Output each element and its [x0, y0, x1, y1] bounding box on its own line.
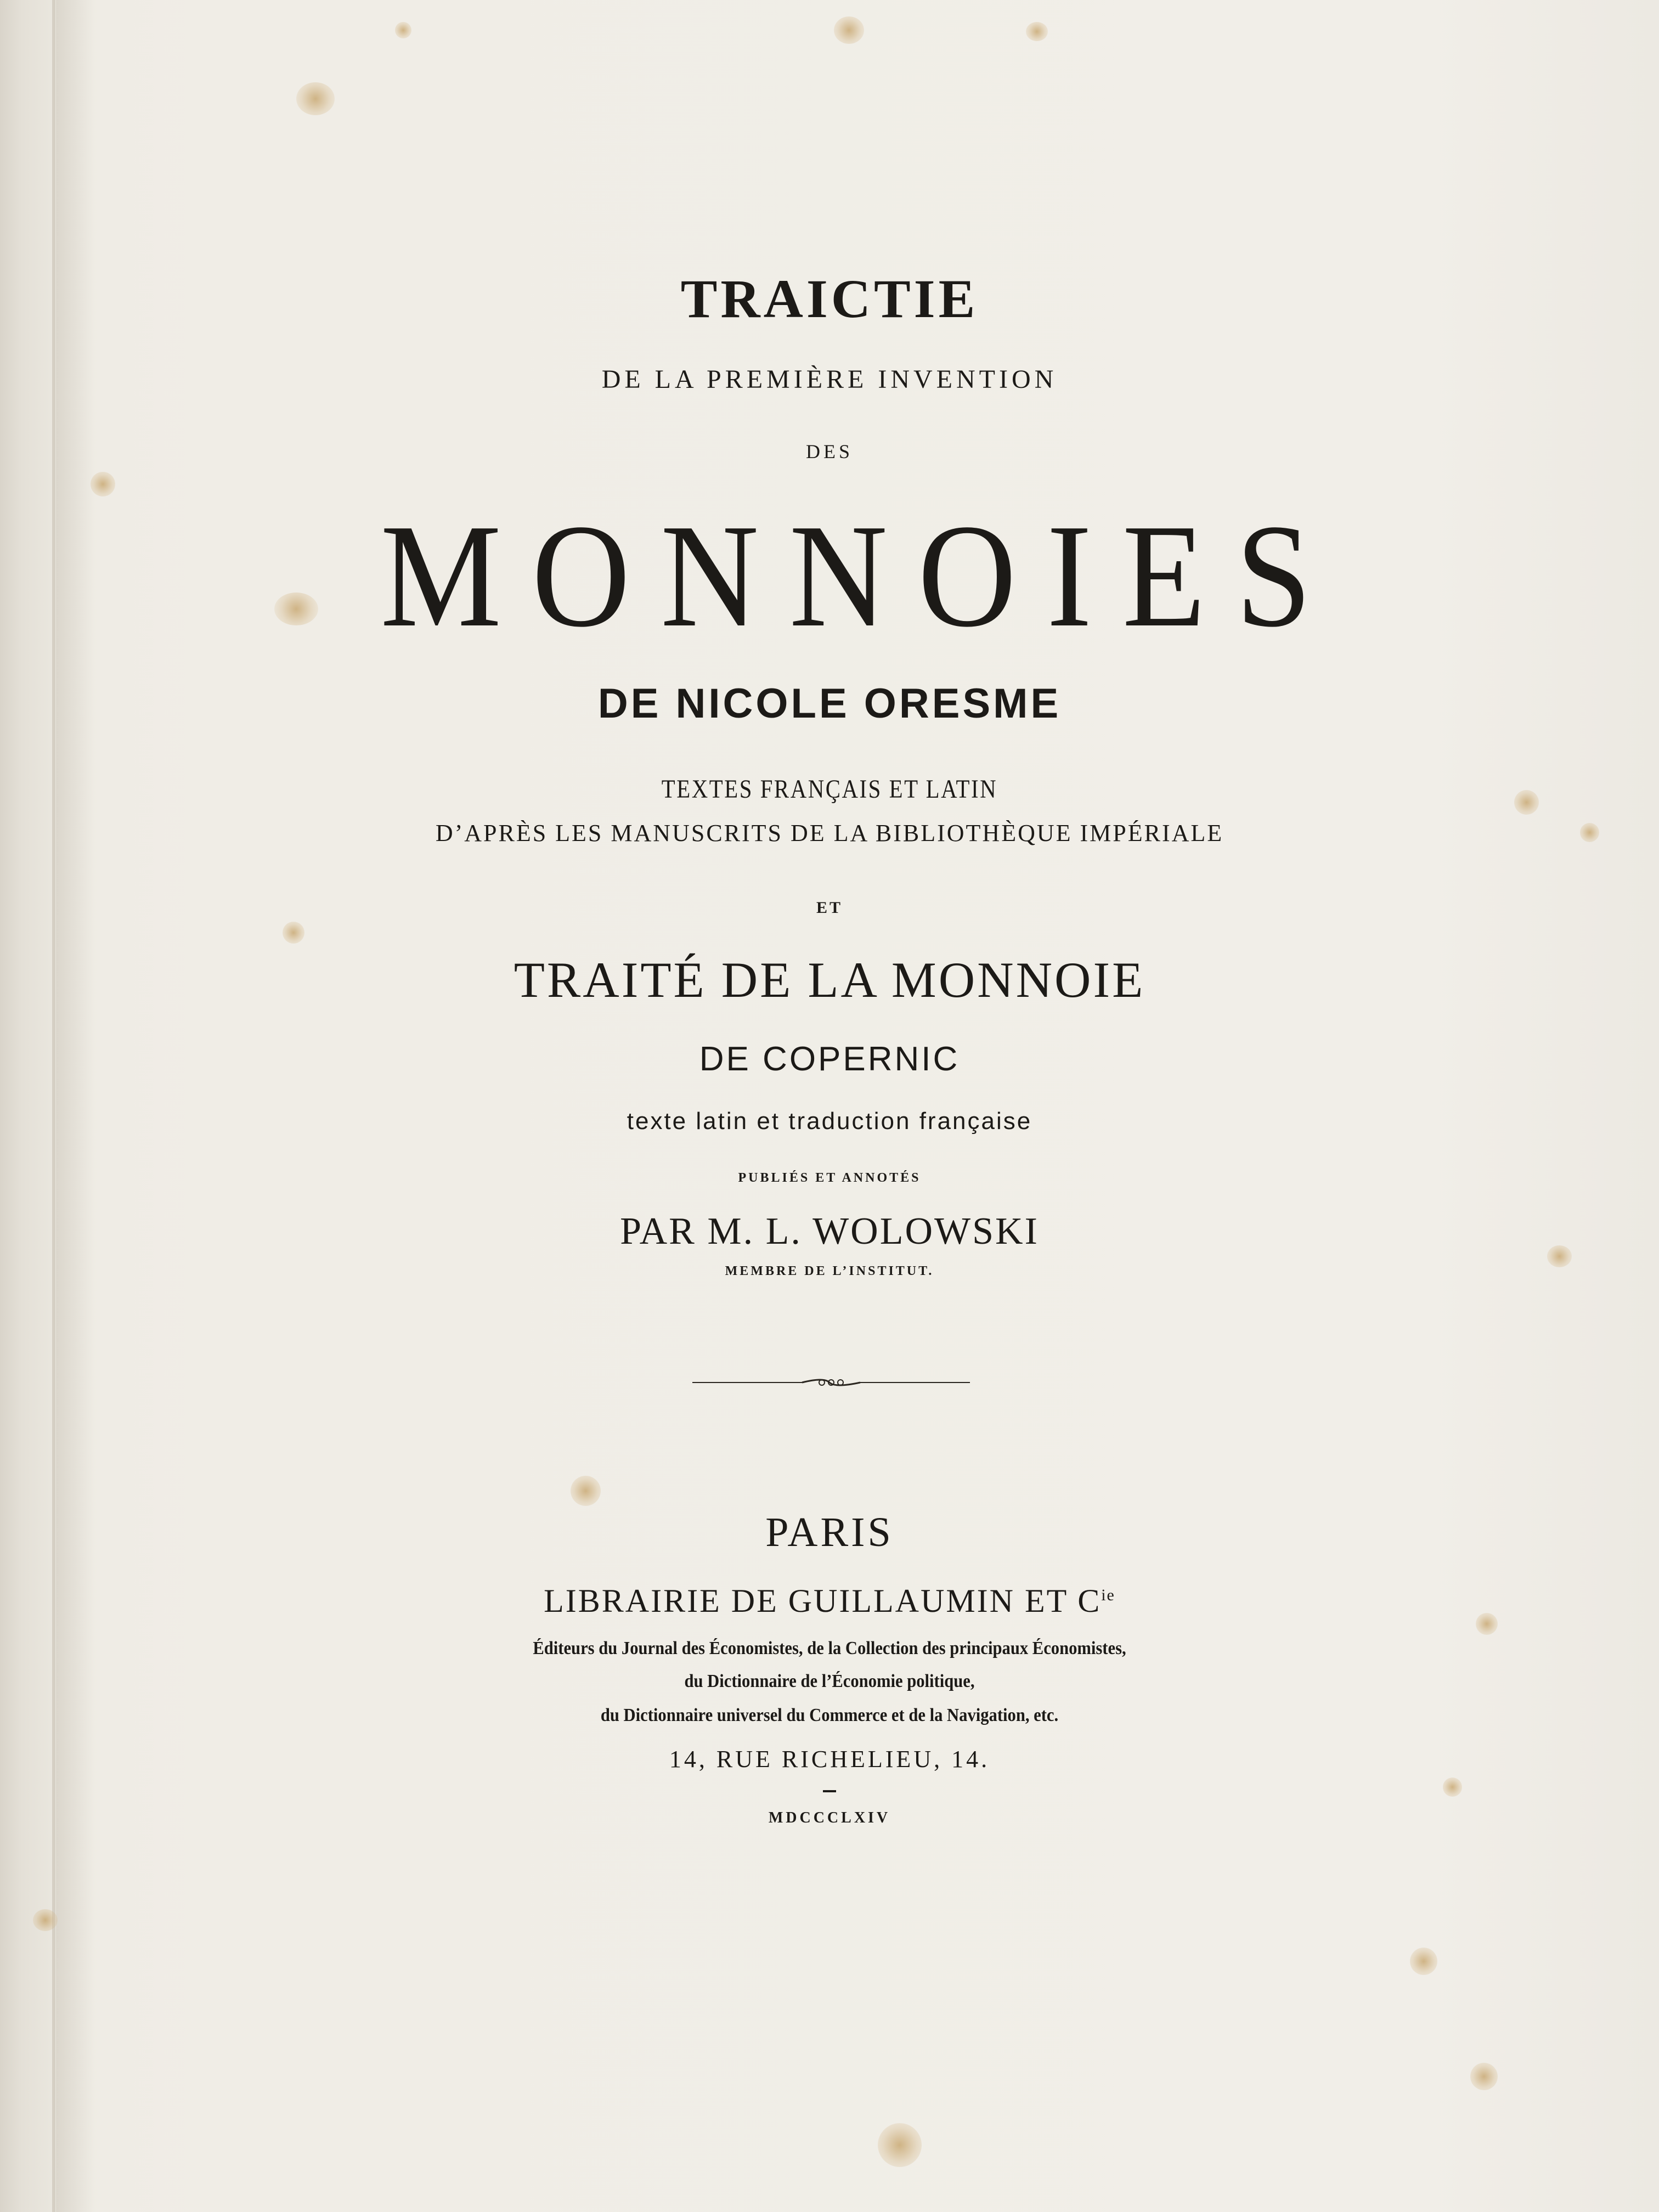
foxing-stain — [1443, 1778, 1462, 1797]
imprint-publisher — [0, 1584, 1659, 1617]
editor-line: PAR M. L. WOLOWSKI — [620, 1210, 1039, 1252]
et-line: ET — [816, 899, 843, 917]
subtitle-premiere-invention: DE LA PREMIÈRE INVENTION — [601, 365, 1058, 394]
dapres-line: D’APRÈS LES MANUSCRITS DE LA BIBLIOTHÈQUE IMPÉRIALE — [435, 820, 1224, 847]
textes-line: TEXTES FRANÇAIS ET LATIN — [661, 775, 998, 804]
foxing-stain — [1470, 2063, 1498, 2090]
foxing-stain — [1410, 1948, 1437, 1975]
imprint-editeurs-line2: du Dictionnaire de l’Économie politique, — [684, 1671, 975, 1691]
imprint-editeurs-line1: Éditeurs du Journal des Économistes, de la Collection des principaux Économistes, — [533, 1638, 1126, 1658]
publies-line: PUBLIÉS ET ANNOTÉS — [738, 1171, 921, 1185]
foxing-stain — [834, 16, 864, 44]
texte-latin-line: texte latin et traduction française — [627, 1108, 1032, 1135]
title-traictie: TRAICTIE — [680, 268, 979, 329]
author-line: DE NICOLE ORESME — [597, 680, 1062, 727]
main-title-monnoies: MONNOIES — [380, 494, 1342, 658]
second-title: TRAITÉ DE LA MONNOIE — [514, 952, 1146, 1008]
imprint-date: MDCCCLXIV — [768, 1809, 891, 1826]
imprint-city: PARIS — [765, 1509, 894, 1555]
separator-dash — [823, 1790, 836, 1792]
foxing-stain — [296, 82, 335, 115]
foxing-stain — [91, 472, 115, 496]
foxing-stain — [571, 1476, 601, 1506]
foxing-stain — [395, 22, 411, 38]
imprint-address: 14, RUE RICHELIEU, 14. — [669, 1746, 990, 1773]
foxing-stain — [878, 2123, 922, 2167]
page-gutter-edge — [52, 0, 55, 2212]
page-gutter-shadow — [56, 0, 94, 2212]
publisher-name: LIBRAIRIE DE GUILLAUMIN ET C — [544, 1583, 1102, 1619]
foxing-stain — [283, 922, 304, 944]
subtitle-des: DES — [805, 441, 853, 462]
ornamental-rule — [692, 1372, 970, 1393]
foxing-stain — [1026, 22, 1048, 41]
imprint-editeurs-line3: du Dictionnaire universel du Commerce et de la Navigation, etc. — [600, 1705, 1059, 1725]
publisher-superscript: ie — [1101, 1586, 1115, 1604]
copernic-line: DE COPERNIC — [699, 1040, 960, 1078]
membre-line: MEMBRE DE L’INSTITUT. — [725, 1264, 934, 1278]
foxing-stain — [33, 1909, 58, 1931]
